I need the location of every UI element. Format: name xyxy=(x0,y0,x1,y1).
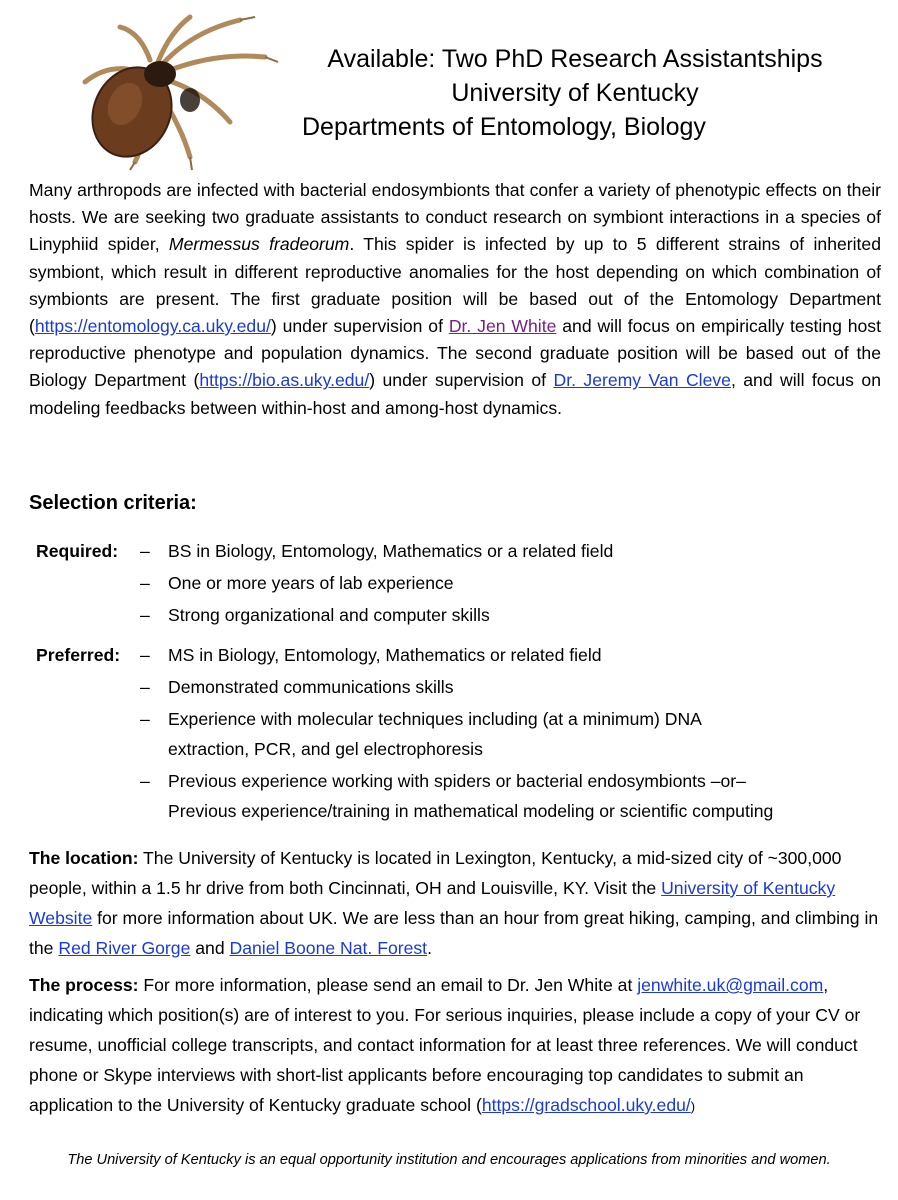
intro-text-3: ) under supervision of xyxy=(270,316,449,337)
process-text-3: ) xyxy=(690,1099,696,1114)
page-title xyxy=(280,42,870,144)
list-dash: – xyxy=(140,541,150,561)
spider-cephalothorax xyxy=(144,61,176,87)
preferred-item: extraction, PCR, and gel electrophoresis xyxy=(168,739,483,759)
location-text-2: for more information about UK. We are less than an hour from great hiking, camping, and climbing in the xyxy=(29,908,879,958)
jen-white-link[interactable]: Dr. Jen White xyxy=(448,316,557,337)
process-label: The process: xyxy=(29,975,139,995)
process-text-2: , indicating which position(s) are of interest to you. For serious inquiries, please include a copy of your CV or resume, unofficial college transcripts, and contact information for at least three references. We will conduct phone or Skype interviews with short-list applicants before encouraging top candidates to submit an application to the University of Kentucky graduate school ( xyxy=(29,975,861,1115)
preferred-item: Previous experience working with spiders or bacterial endosymbionts –or– xyxy=(168,771,746,791)
title-line-1: Available: Two PhD Research Assistantships xyxy=(327,45,823,73)
biology-link[interactable]: https://bio.as.uky.edu/ xyxy=(199,370,370,391)
required-item: One or more years of lab experience xyxy=(168,573,454,593)
entomology-link[interactable]: https://entomology.ca.uky.edu/ xyxy=(34,316,271,337)
preferred-item: MS in Biology, Entomology, Mathematics or related field xyxy=(168,645,602,665)
title-line-2: University of Kentucky xyxy=(451,79,699,107)
list-dash: – xyxy=(140,771,150,791)
process-text-1: For more information, please send an email to Dr. Jen White at xyxy=(138,975,638,995)
required-label: Required: xyxy=(36,541,119,561)
list-dash: – xyxy=(140,605,150,625)
spider-illustration xyxy=(40,12,280,172)
location-text-4: . xyxy=(427,938,432,958)
preferred-item: Previous experience/training in mathematical modeling or scientific computing xyxy=(168,801,774,821)
title-line-3: Departments of Entomology, Biology xyxy=(302,113,706,141)
preferred-item: Experience with molecular techniques including (at a minimum) DNA xyxy=(168,709,702,729)
equal-opportunity-footer: The University of Kentucky is an equal opportunity institution and encourages applications from minorities and women. xyxy=(67,1152,831,1168)
jeremy-van-cleve-link[interactable]: Dr. Jeremy Van Cleve xyxy=(553,370,731,391)
intro-paragraph xyxy=(29,177,881,422)
species-name: Mermessus fradeorum xyxy=(168,234,350,255)
selection-criteria-heading: Selection criteria: xyxy=(29,492,197,514)
red-river-gorge-link[interactable]: Red River Gorge xyxy=(58,938,191,958)
list-dash: – xyxy=(140,677,150,697)
daniel-boone-link[interactable]: Daniel Boone Nat. Forest xyxy=(229,938,428,958)
location-paragraph xyxy=(29,843,889,963)
intro-text-5: ) under supervision of xyxy=(369,370,554,391)
uk-website-link[interactable]: University of Kentucky Website xyxy=(29,878,836,928)
list-dash: – xyxy=(140,709,150,729)
list-dash: – xyxy=(140,573,150,593)
required-item: BS in Biology, Entomology, Mathematics or a related field xyxy=(168,541,614,561)
intro-text-2: . This spider is infected by up to 5 different strains of inherited symbiont, which result in different reproductive anomalies for the host depending on which combination of symbionts are present. The first graduate position will be based out of the Entomology Department ( xyxy=(29,234,881,337)
process-paragraph xyxy=(29,970,889,1122)
location-text-1: The University of Kentucky is located in Lexington, Kentucky, a mid-sized city of ~300,000 people, within a 1.5 hr drive from both Cincinnati, OH and Louisville, KY. Visit the xyxy=(29,848,842,898)
location-text-3: and xyxy=(190,938,230,958)
gradschool-link[interactable]: https://gradschool.uky.edu/ xyxy=(481,1095,691,1115)
list-dash: – xyxy=(140,645,150,665)
preferred-label: Preferred: xyxy=(36,645,121,665)
email-link[interactable]: jenwhite.uk@gmail.com xyxy=(637,975,824,995)
preferred-item: Demonstrated communications skills xyxy=(168,677,454,697)
intro-text-1: Many arthropods are infected with bacterial endosymbionts that confer a variety of phenotypic effects on their hosts. We are seeking two graduate assistants to conduct research on symbiont interactions in a species of Linyphiid spider, xyxy=(29,180,881,255)
intro-text-4: and will focus on empirically testing host reproductive phenotype and population dynamics. The second graduate position will be based out of the Biology Department ( xyxy=(29,316,881,391)
required-item: Strong organizational and computer skills xyxy=(168,605,490,625)
intro-text-6: , and will focus on modeling feedbacks between within-host and among-host dynamics. xyxy=(29,370,881,418)
location-label: The location: xyxy=(29,848,139,868)
